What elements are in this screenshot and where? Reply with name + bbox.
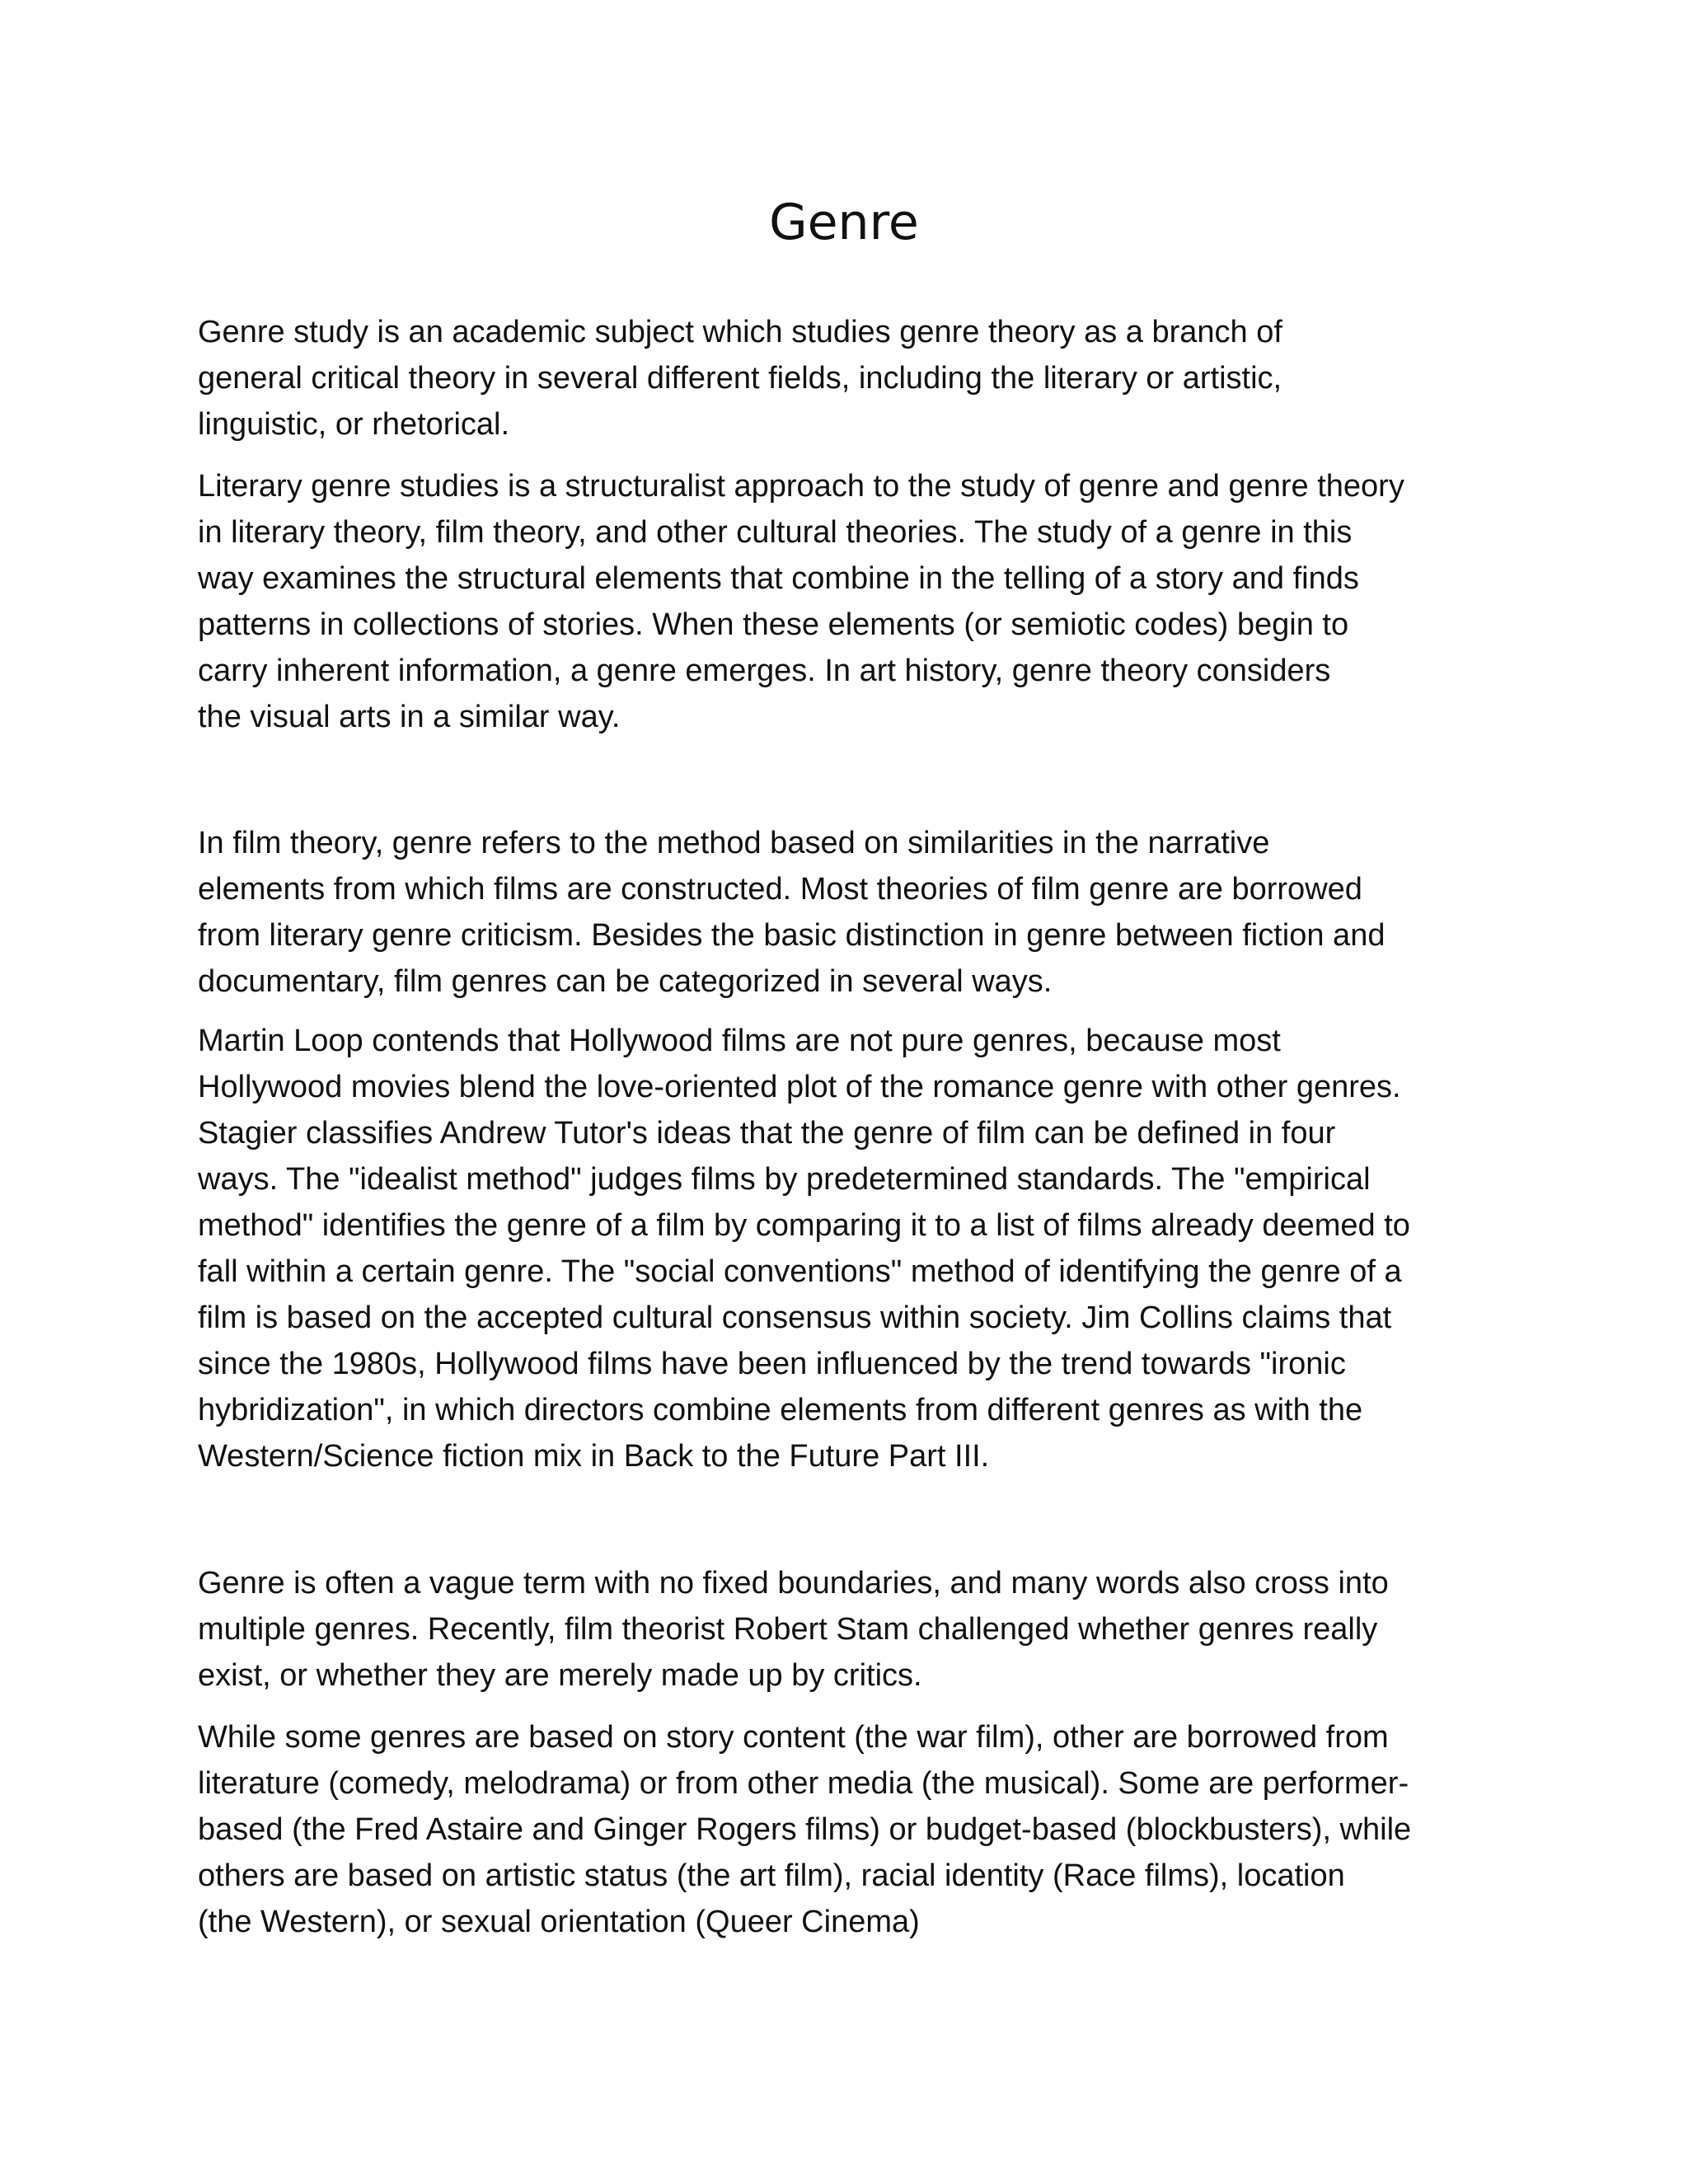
text-line: Stagier classifies Andrew Tutor's ideas that the genre of film can be defined in four <box>198 1116 1336 1151</box>
text-line: In film theory, genre refers to the method based on similarities in the narrative <box>198 826 1270 860</box>
text-line: literature (comedy, melodrama) or from other media (the musical). Some are performer- <box>198 1766 1409 1801</box>
text-line: ways. The "idealist method" judges films by predetermined standards. The "empirical <box>198 1162 1371 1197</box>
text-line: linguistic, or rhetorical. <box>198 407 510 442</box>
text-line: Hollywood movies blend the love-oriented plot of the romance genre with other genres. <box>198 1070 1401 1104</box>
text-line: Literary genre studies is a structuralist approach to the study of genre and genre theory <box>198 469 1404 504</box>
text-line: patterns in collections of stories. When these elements (or semiotic codes) begin to <box>198 607 1349 642</box>
text-line: the visual arts in a similar way. <box>198 700 621 734</box>
text-line: multiple genres. Recently, film theorist Robert Stam challenged whether genres really <box>198 1612 1378 1647</box>
text-line: elements from which films are constructed. Most theories of film genre are borrowed <box>198 872 1362 907</box>
document-title: Genre <box>769 194 919 251</box>
text-line: documentary, film genres can be categorized in several ways. <box>198 964 1053 999</box>
text-line: hybridization", in which directors combine elements from different genres as with the <box>198 1393 1363 1427</box>
text-line: Genre study is an academic subject which studies genre theory as a branch of <box>198 315 1282 349</box>
text-line: While some genres are based on story content (the war film), other are borrowed from <box>198 1720 1389 1755</box>
paragraph-vague-term <box>198 1560 1517 1699</box>
text-line: general critical theory in several different fields, including the literary or artistic, <box>198 361 1282 396</box>
text-line: Martin Loop contends that Hollywood films are not pure genres, because most <box>198 1024 1281 1058</box>
text-line: fall within a certain genre. The "social conventions" method of identifying the genre of a <box>198 1254 1402 1289</box>
text-line: film is based on the accepted cultural consensus within society. Jim Collins claims that <box>198 1301 1392 1335</box>
text-line: from literary genre criticism. Besides the basic distinction in genre between fiction and <box>198 918 1386 953</box>
paragraph-genre-study <box>198 309 1517 448</box>
paragraph-film-theory <box>198 820 1517 1005</box>
text-line: (the Western), or sexual orientation (Queer Cinema) <box>198 1905 920 1939</box>
text-line: carry inherent information, a genre emerges. In art history, genre theory considers <box>198 654 1331 688</box>
paragraph-genre-bases <box>198 1714 1517 1945</box>
text-line: way examines the structural elements that combine in the telling of a story and finds <box>198 561 1359 596</box>
text-line: Western/Science fiction mix in Back to the Future Part III. <box>198 1439 990 1474</box>
text-line: since the 1980s, Hollywood films have been influenced by the trend towards "ironic <box>198 1347 1346 1381</box>
text-line: exist, or whether they are merely made up by critics. <box>198 1658 922 1693</box>
paragraph-martin-loop <box>198 1018 1517 1479</box>
text-line: based (the Fred Astaire and Ginger Rogers films) or budget-based (blockbusters), while <box>198 1812 1412 1847</box>
text-line: in literary theory, film theory, and other cultural theories. The study of a genre in this <box>198 515 1353 550</box>
paragraph-literary-genre <box>198 463 1517 740</box>
text-line: Genre is often a vague term with no fixed boundaries, and many words also cross into <box>198 1566 1389 1601</box>
text-line: method" identifies the genre of a film by comparing it to a list of films already deemed to <box>198 1208 1410 1243</box>
text-line: others are based on artistic status (the art film), racial identity (Race films), location <box>198 1858 1345 1893</box>
